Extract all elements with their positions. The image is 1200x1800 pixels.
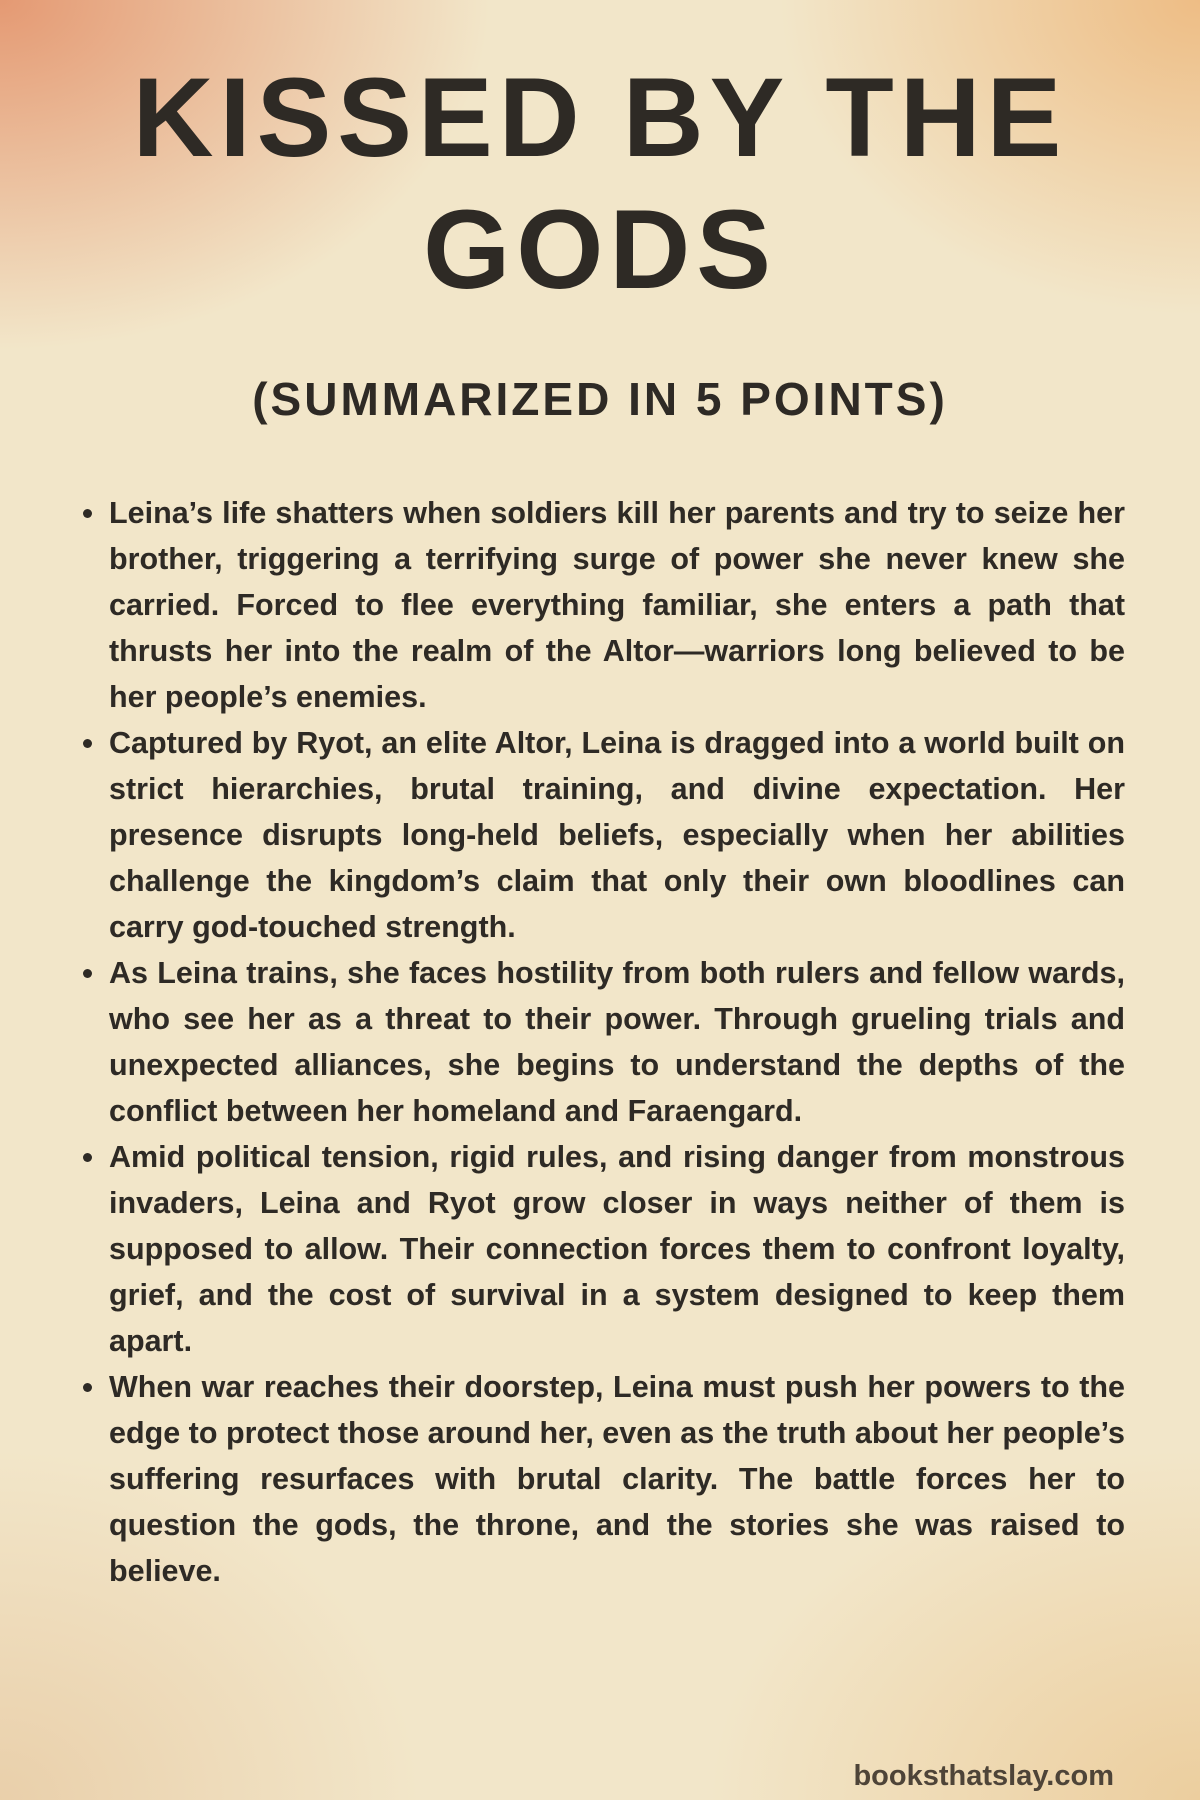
title-line-2: GODS	[423, 187, 777, 312]
bullet-icon	[83, 1383, 92, 1392]
point-text: Amid political tension, rigid rules, and rising danger from monstrous invaders, Leina and Ryot grow closer in ways neither of them is supposed to allow. Their connection forces them to confront loyalty, grief, and the cost of survival in a system designed to keep them apart.	[109, 1140, 1125, 1358]
subtitle: (SUMMARIZED IN 5 POINTS)	[252, 373, 948, 425]
summary-list	[109, 490, 1125, 1594]
bullet-icon	[83, 509, 92, 518]
summary-point	[109, 1134, 1125, 1364]
summary-point	[109, 1364, 1125, 1594]
point-text: When war reaches their doorstep, Leina must push her powers to the edge to protect those around her, even as the truth about her people’s suffering resurfaces with brutal clarity. The battle forces her to question the gods, the throne, and the stories she was raised to believe.	[109, 1370, 1125, 1588]
bullet-icon	[83, 969, 92, 978]
title-line-1: KISSED BY THE	[132, 55, 1068, 180]
point-text: As Leina trains, she faces hostility from both rulers and fellow wards, who see her as a threat to their power. Through grueling trials and unexpected alliances, she begins to understand the depths of the conflict between her homeland and Faraengard.	[109, 956, 1125, 1128]
summary-point	[109, 950, 1125, 1134]
point-text: Leina’s life shatters when soldiers kill her parents and try to seize her brother, triggering a terrifying surge of power she never knew she carried. Forced to flee everything familiar, she enters a path that thrusts her into the realm of the Altor—warriors long believed to be her people’s enemies.	[109, 496, 1125, 714]
summary-point	[109, 490, 1125, 720]
bullet-icon	[83, 739, 92, 748]
summary-point	[109, 720, 1125, 950]
bullet-icon	[83, 1153, 92, 1162]
point-text: Captured by Ryot, an elite Altor, Leina is dragged into a world built on strict hierarchies, brutal training, and divine expectation. Her presence disrupts long-held beliefs, especially when her abilities challenge the kingdom’s claim that only their own bloodlines can carry god-touched strength.	[109, 726, 1125, 944]
page-title	[0, 52, 1200, 316]
site-watermark: booksthatslay.com	[853, 1760, 1114, 1792]
